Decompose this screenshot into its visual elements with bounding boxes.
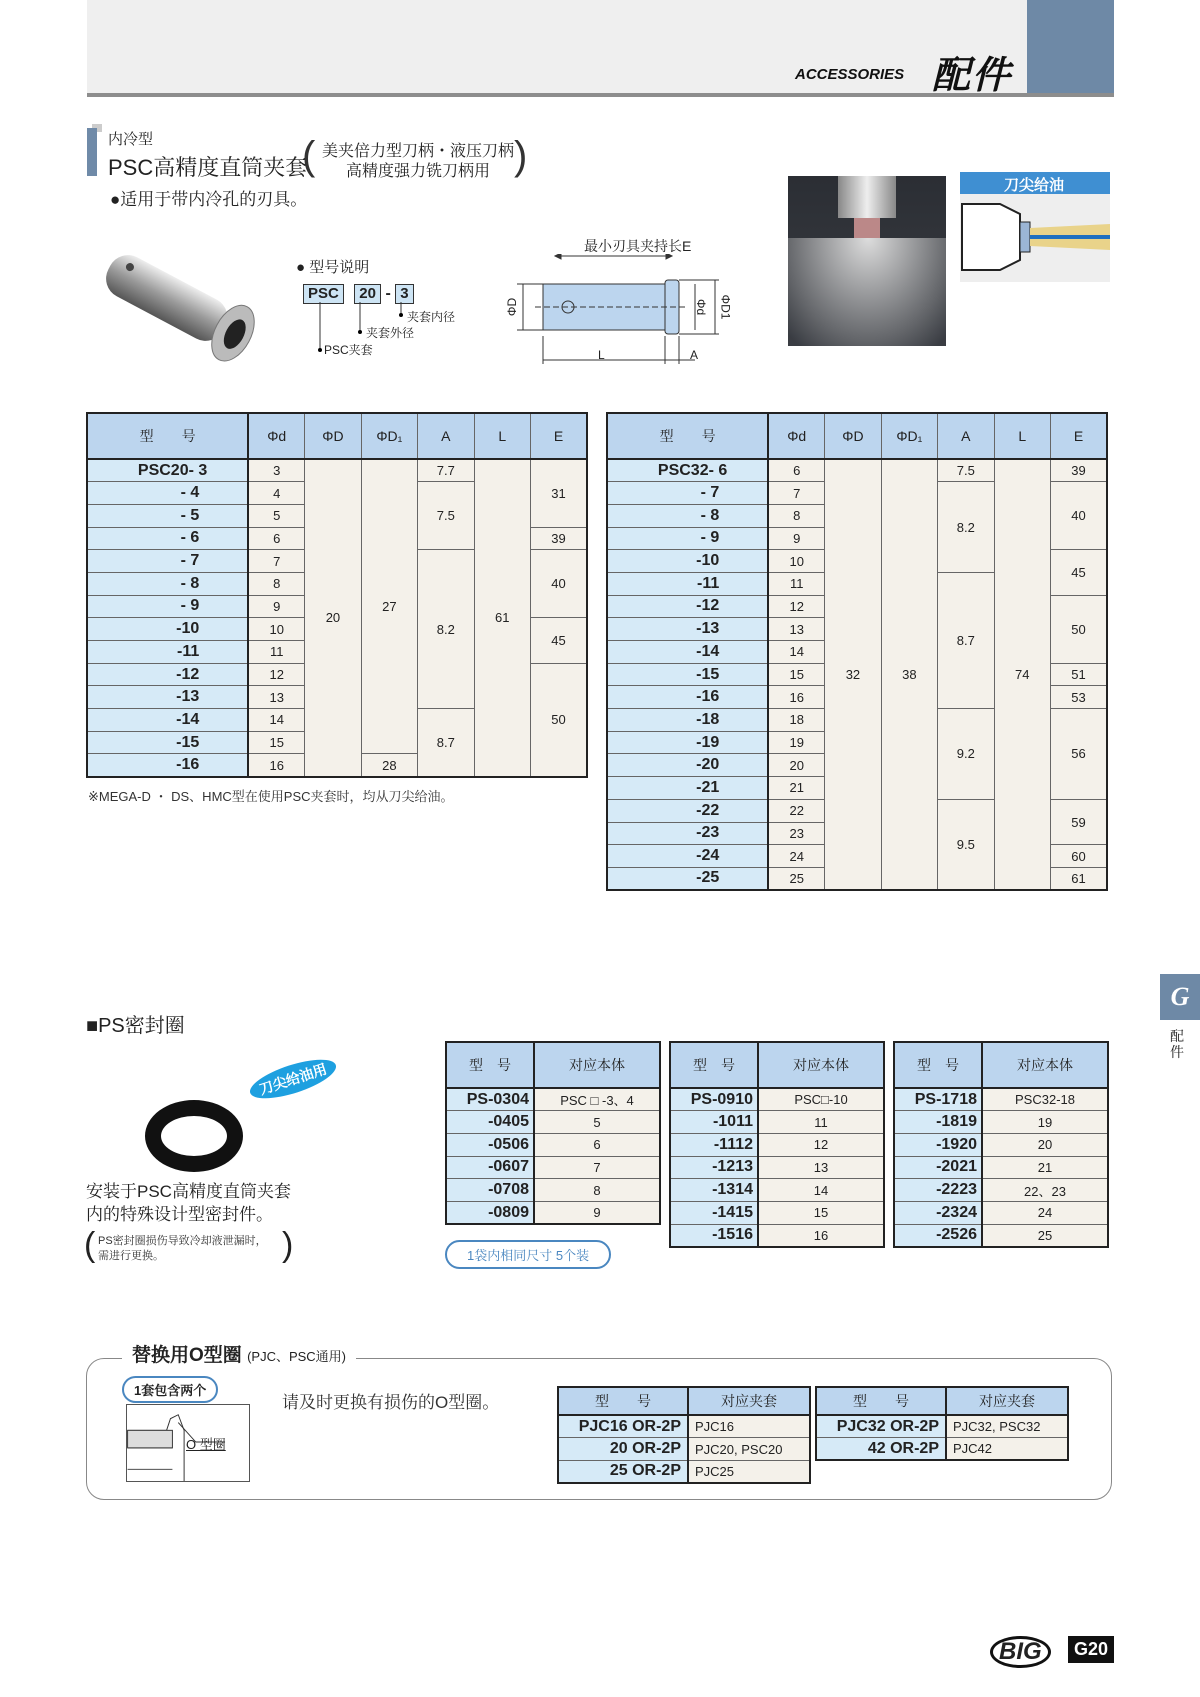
model-cell: -13 (607, 618, 768, 641)
A-cell: 8.2 (418, 550, 474, 709)
model-cell: - 9 (87, 595, 248, 618)
ps-seal-table-2 (669, 1041, 885, 1248)
body-cell: 8 (534, 1179, 660, 1202)
col-model: 型 号 (87, 413, 248, 459)
E-cell: 50 (530, 663, 587, 776)
col-L: L (994, 413, 1050, 459)
body-cell: 12 (758, 1133, 884, 1156)
ps-seal-heading: ■PS密封圈 (86, 1015, 185, 1037)
d-cell: 10 (248, 618, 304, 641)
col-body: 对应本体 (534, 1042, 660, 1088)
d-cell: 16 (768, 686, 824, 709)
close-paren-icon: ) (514, 134, 528, 178)
d-cell: 20 (768, 754, 824, 777)
model-cell: -0809 (446, 1201, 534, 1224)
page-number: G20 (1068, 1636, 1114, 1663)
model-cell: - 7 (87, 550, 248, 573)
d-cell: 11 (768, 572, 824, 595)
body-cell: 20 (982, 1133, 1108, 1156)
col-model: 型 号 (894, 1042, 982, 1088)
col-D: ΦD (305, 413, 361, 459)
A-cell: 9.2 (938, 709, 994, 800)
table-row (816, 1415, 1068, 1438)
D1-cell: 28 (361, 754, 417, 777)
col-A: A (418, 413, 474, 459)
A-cell: 7.7 (418, 459, 474, 482)
model-cell: -2324 (894, 1201, 982, 1224)
col-d: Φd (248, 413, 304, 459)
model-cell: - 6 (87, 527, 248, 550)
body-cell: 13 (758, 1156, 884, 1179)
d-cell: 3 (248, 459, 304, 482)
oring-set-note: 1套包含两个 (122, 1376, 218, 1403)
A-cell: 8.2 (938, 482, 994, 573)
code-part-type: PSC (303, 284, 344, 304)
model-cell: -21 (607, 777, 768, 800)
section-title-cn: 配件 (932, 55, 1013, 97)
psc32-spec-table (606, 412, 1108, 891)
d-cell: 24 (768, 845, 824, 868)
ps-seal-description (86, 1180, 291, 1226)
model-cell: 20 OR-2P (558, 1438, 688, 1461)
model-cell: -23 (607, 822, 768, 845)
D1-cell: 27 (361, 459, 417, 754)
col-E: E (530, 413, 587, 459)
A-cell: 8.7 (938, 572, 994, 708)
product-feature: ●适用于带内冷孔的刃具。 (110, 190, 308, 209)
body-cell: 21 (982, 1156, 1108, 1179)
body-cell: 24 (982, 1201, 1108, 1224)
d-cell: 9 (248, 595, 304, 618)
model-cell: -0607 (446, 1156, 534, 1179)
table-row (670, 1133, 884, 1156)
d-cell: 12 (768, 595, 824, 618)
body-cell: PSC □ -3、4 (534, 1088, 660, 1111)
E-cell: 53 (1050, 686, 1107, 709)
model-cell: -20 (607, 754, 768, 777)
col-model: 型 号 (607, 413, 768, 459)
table-row (558, 1438, 810, 1461)
model-cell: PSC32- 6 (607, 459, 768, 482)
oring-heading (122, 1340, 356, 1367)
table-row (894, 1201, 1108, 1224)
code-label-type: PSC夹套 (324, 343, 373, 357)
title-accent-bar (87, 128, 97, 176)
drawing-L: L (598, 348, 605, 362)
ps-seal-tag: 刀尖给油用 (246, 1052, 340, 1106)
drawing-phiD: ΦD (505, 297, 520, 317)
model-cell: -16 (607, 686, 768, 709)
code-separator: - (385, 285, 391, 302)
col-model: 型 号 (446, 1042, 534, 1088)
table-row (446, 1201, 660, 1224)
L-cell: 61 (474, 459, 530, 777)
col-D1: ΦD₁ (361, 413, 417, 459)
d-cell: 5 (248, 504, 304, 527)
ps-note-close-paren-icon: ) (282, 1226, 294, 1264)
model-code (303, 284, 414, 304)
col-A: A (938, 413, 994, 459)
body-cell: 14 (758, 1179, 884, 1202)
model-cell: -11 (607, 572, 768, 595)
collet-cell: PJC42 (946, 1438, 1068, 1461)
d-cell: 6 (768, 459, 824, 482)
collet-cell: PJC25 (688, 1460, 810, 1483)
table-row (670, 1111, 884, 1134)
E-cell: 39 (530, 527, 587, 550)
table-row (446, 1156, 660, 1179)
model-cell: -1920 (894, 1133, 982, 1156)
table-header-row (446, 1042, 660, 1088)
model-cell: -16 (87, 754, 248, 777)
table-row (446, 1133, 660, 1156)
d-cell: 14 (248, 709, 304, 732)
table-row (670, 1201, 884, 1224)
oring-table-2 (815, 1386, 1069, 1461)
body-cell: 15 (758, 1201, 884, 1224)
d-cell: 11 (248, 641, 304, 664)
model-cell: -2021 (894, 1156, 982, 1179)
model-cell: PJC16 OR-2P (558, 1415, 688, 1438)
A-cell: 9.5 (938, 799, 994, 890)
col-model: 型 号 (670, 1042, 758, 1088)
model-cell: 25 OR-2P (558, 1460, 688, 1483)
d-cell: 21 (768, 777, 824, 800)
open-paren-icon: ( (302, 134, 316, 178)
title-note (322, 142, 514, 182)
d-cell: 13 (768, 618, 824, 641)
col-body: 对应本体 (758, 1042, 884, 1088)
ps-seal-image (145, 1100, 243, 1172)
table-row (446, 1088, 660, 1111)
col-body: 对应本体 (982, 1042, 1108, 1088)
ps-desc-line1: 安装于PSC高精度直筒夹套 (86, 1182, 291, 1201)
E-cell: 51 (1050, 663, 1107, 686)
model-cell: -14 (607, 641, 768, 664)
table-row (670, 1088, 884, 1111)
collet-image (90, 245, 270, 365)
d-cell: 13 (248, 686, 304, 709)
d-cell: 23 (768, 822, 824, 845)
d-cell: 10 (768, 550, 824, 573)
title-note-line2: 高精度强力铣刀柄用 (346, 163, 491, 180)
E-cell: 40 (1050, 482, 1107, 550)
d-cell: 14 (768, 641, 824, 664)
A-cell: 7.5 (418, 482, 474, 550)
col-d: Φd (768, 413, 824, 459)
col-L: L (474, 413, 530, 459)
code-part-inner: 3 (395, 284, 413, 304)
section-tab-g[interactable]: G (1160, 974, 1200, 1020)
table-row (816, 1438, 1068, 1461)
table-row (558, 1415, 810, 1438)
tip-coolant-diagram (960, 172, 1110, 282)
psc20-spec-table (86, 412, 588, 778)
model-cell: -1516 (670, 1224, 758, 1247)
body-cell: 19 (982, 1111, 1108, 1134)
model-cell: -1314 (670, 1179, 758, 1202)
table-row (446, 1179, 660, 1202)
model-cell: -12 (87, 663, 248, 686)
d-cell: 6 (248, 527, 304, 550)
A-cell: 8.7 (418, 709, 474, 777)
model-cell: -14 (87, 709, 248, 732)
E-cell: 31 (530, 459, 587, 527)
col-collet: 对应夹套 (688, 1387, 810, 1415)
collet-cell: PJC32, PSC32 (946, 1415, 1068, 1438)
d-cell: 15 (768, 663, 824, 686)
body-cell: PSC□-10 (758, 1088, 884, 1111)
ps-seal-note (98, 1234, 267, 1264)
E-cell: 59 (1050, 799, 1107, 844)
A-cell: 7.5 (938, 459, 994, 482)
title-note-bracket-close (514, 136, 527, 176)
E-cell: 50 (1050, 595, 1107, 663)
model-cell: -0405 (446, 1111, 534, 1134)
d-cell: 19 (768, 731, 824, 754)
model-cell: -10 (87, 618, 248, 641)
collet-cell: PJC16 (688, 1415, 810, 1438)
table-row (670, 1179, 884, 1202)
d-cell: 12 (248, 663, 304, 686)
table-row (894, 1088, 1108, 1111)
header-tab-block (1027, 0, 1114, 97)
table-row (894, 1133, 1108, 1156)
code-part-outer: 20 (354, 284, 381, 304)
body-cell: 22、23 (982, 1179, 1108, 1202)
oring-heading-text: 替换用O型圈 (132, 1345, 242, 1366)
model-cell: -0506 (446, 1133, 534, 1156)
model-cell: -24 (607, 845, 768, 868)
psc20-note: ※MEGA-D ・ DS、HMC型在使用PSC夹套时，均从刀尖给油。 (88, 789, 454, 804)
table-row (558, 1460, 810, 1483)
table-header-row (894, 1042, 1108, 1088)
oring-diagram-label: O 型圈 (186, 1437, 226, 1452)
col-E: E (1050, 413, 1107, 459)
E-cell: 45 (1050, 550, 1107, 595)
table-row (894, 1224, 1108, 1247)
model-cell: -25 (607, 867, 768, 890)
body-cell: PSC32-18 (982, 1088, 1108, 1111)
table-header-row (558, 1387, 810, 1415)
E-cell: 60 (1050, 845, 1107, 868)
d-cell: 8 (248, 572, 304, 595)
model-cell: - 8 (607, 504, 768, 527)
ps-note-open-paren-icon: ( (84, 1226, 96, 1264)
product-title: PSC高精度直筒夹套 (108, 155, 308, 180)
body-cell: 5 (534, 1111, 660, 1134)
section-title-en: ACCESSORIES (795, 66, 905, 83)
coolant-badge: 刀尖给油 (960, 172, 1110, 194)
col-model: 型 号 (558, 1387, 688, 1415)
d-cell: 25 (768, 867, 824, 890)
model-cell: PJC32 OR-2P (816, 1415, 946, 1438)
model-cell: -13 (87, 686, 248, 709)
table-row (894, 1111, 1108, 1134)
body-cell: 6 (534, 1133, 660, 1156)
ps-bag-note: 1袋内相同尺寸 5个装 (445, 1240, 611, 1269)
model-cell: 42 OR-2P (816, 1438, 946, 1461)
table-row (607, 459, 1107, 482)
d-cell: 16 (248, 754, 304, 777)
col-D1: ΦD₁ (881, 413, 937, 459)
model-cell: -0708 (446, 1179, 534, 1202)
E-cell: 39 (1050, 459, 1107, 482)
d-cell: 8 (768, 504, 824, 527)
E-cell: 61 (1050, 867, 1107, 890)
model-cell: PSC20- 3 (87, 459, 248, 482)
table-header-row (87, 413, 587, 459)
D-cell: 32 (825, 459, 881, 890)
model-cell: - 4 (87, 482, 248, 505)
E-cell: 56 (1050, 709, 1107, 800)
coolant-spray-photo (788, 176, 946, 346)
drawing-phiD1: ΦD1 (718, 294, 733, 320)
model-cell: PS-0304 (446, 1088, 534, 1111)
model-cell: -15 (87, 731, 248, 754)
oring-heading-note: (PJC、PSC通用) (247, 1349, 347, 1364)
model-cell: -1112 (670, 1133, 758, 1156)
model-cell: -12 (607, 595, 768, 618)
table-row (670, 1156, 884, 1179)
model-cell: -18 (607, 709, 768, 732)
model-cell: -11 (87, 641, 248, 664)
model-cell: - 7 (607, 482, 768, 505)
E-cell: 45 (530, 618, 587, 663)
body-cell: 9 (534, 1201, 660, 1224)
ps-note-line2: 需进行更换。 (98, 1250, 164, 1262)
d-cell: 9 (768, 527, 824, 550)
body-cell: 16 (758, 1224, 884, 1247)
E-cell: 40 (530, 550, 587, 618)
model-cell: -1011 (670, 1111, 758, 1134)
ps-note-line1: PS密封圈损伤导致冷却液泄漏时， (98, 1235, 267, 1247)
model-cell: -22 (607, 799, 768, 822)
d-cell: 7 (248, 550, 304, 573)
model-cell: - 9 (607, 527, 768, 550)
body-cell: 25 (982, 1224, 1108, 1247)
table-row (894, 1179, 1108, 1202)
ps-seal-table-1 (445, 1041, 661, 1225)
oring-request: 请及时更换有损伤的O型圈。 (282, 1393, 500, 1412)
ps-desc-line2: 内的特殊设计型密封件。 (86, 1205, 273, 1224)
model-cell: -2223 (894, 1179, 982, 1202)
model-cell: -1415 (670, 1201, 758, 1224)
model-cell: -1213 (670, 1156, 758, 1179)
col-D: ΦD (825, 413, 881, 459)
col-collet: 对应夹套 (946, 1387, 1068, 1415)
model-cell: -10 (607, 550, 768, 573)
drawing-A: A (690, 348, 699, 362)
table-header-row (670, 1042, 884, 1088)
table-header-row (607, 413, 1107, 459)
collet-drawing (505, 254, 745, 374)
table-header-row (816, 1387, 1068, 1415)
table-row (446, 1111, 660, 1134)
drawing-min-length: 最小刃具夹持长E (584, 238, 692, 254)
L-cell: 74 (994, 459, 1050, 890)
collet-cell: PJC20, PSC20 (688, 1438, 810, 1461)
d-cell: 22 (768, 799, 824, 822)
code-label-outer: 夹套外径 (366, 326, 415, 340)
code-label-inner: 夹套内径 (407, 310, 456, 324)
d-cell: 18 (768, 709, 824, 732)
d-cell: 15 (248, 731, 304, 754)
holder-diagram (960, 194, 1110, 280)
oring-table-1 (557, 1386, 811, 1484)
table-row (670, 1224, 884, 1247)
brand-logo: BIG (990, 1636, 1051, 1668)
model-cell: -15 (607, 663, 768, 686)
product-subtitle: 内冷型 (108, 131, 154, 148)
d-cell: 7 (768, 482, 824, 505)
title-note-line1: 美夹倍力型刀柄・液压刀柄 (322, 143, 515, 160)
title-note-bracket (302, 136, 315, 176)
body-cell: 7 (534, 1156, 660, 1179)
model-cell: - 8 (87, 572, 248, 595)
section-tab-label: 配件 (1170, 1028, 1184, 1060)
drawing-phid: Φd (694, 298, 709, 316)
model-cell: -19 (607, 731, 768, 754)
D-cell: 20 (305, 459, 361, 777)
table-row (894, 1156, 1108, 1179)
model-cell: -1819 (894, 1111, 982, 1134)
table-row (87, 459, 587, 482)
body-cell: 11 (758, 1111, 884, 1134)
d-cell: 4 (248, 482, 304, 505)
D1-cell: 38 (881, 459, 937, 890)
model-cell: -2526 (894, 1224, 982, 1247)
model-cell: PS-1718 (894, 1088, 982, 1111)
model-cell: - 5 (87, 504, 248, 527)
model-cell: PS-0910 (670, 1088, 758, 1111)
model-code-heading: ● 型号说明 (296, 259, 370, 276)
col-model: 型 号 (816, 1387, 946, 1415)
ps-seal-table-3 (893, 1041, 1109, 1248)
